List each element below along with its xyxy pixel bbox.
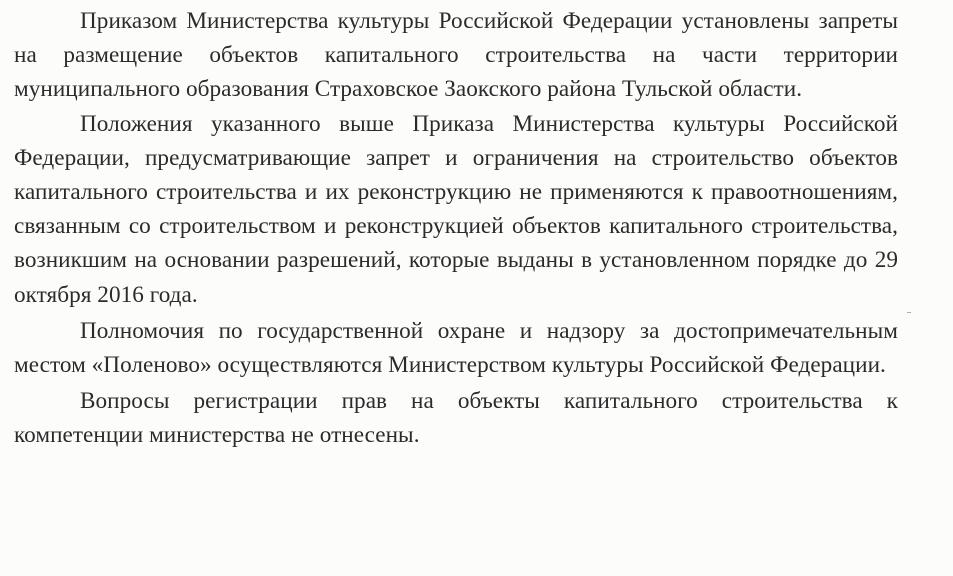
paragraph-4: Вопросы регистрации прав на объекты капитального строительства к компетенции министерства не отнесены. — [14, 388, 898, 449]
cropped-previous-line — [0, 0, 953, 2]
document-body — [14, 4, 898, 453]
scan-artifact — [907, 312, 911, 313]
paragraph-2: Положения указанного выше Приказа Министерства культуры Российской Федерации, предусматривающие запрет и ограничения на строительство объектов капитального строительства и их реконструкцию не применяются к правоотношениям, связанным со строительством и реконструкцией объектов капитального строительства, возникшим на основании разрешений, которые выданы в установленном порядке до 29 октября 2016 года. — [14, 110, 898, 308]
paragraph-3: Полномочия по государственной охране и надзору за достопримечательным местом «Поленово» осуществляются Министерством культуры Российской Федерации. — [14, 317, 898, 379]
paragraph-1: Приказом Министерства культуры Российской Федерации установлены запреты на размещение объектов капитального строительства на части территории муниципального образования Страховское Заокского района Тульской области. — [14, 8, 898, 103]
